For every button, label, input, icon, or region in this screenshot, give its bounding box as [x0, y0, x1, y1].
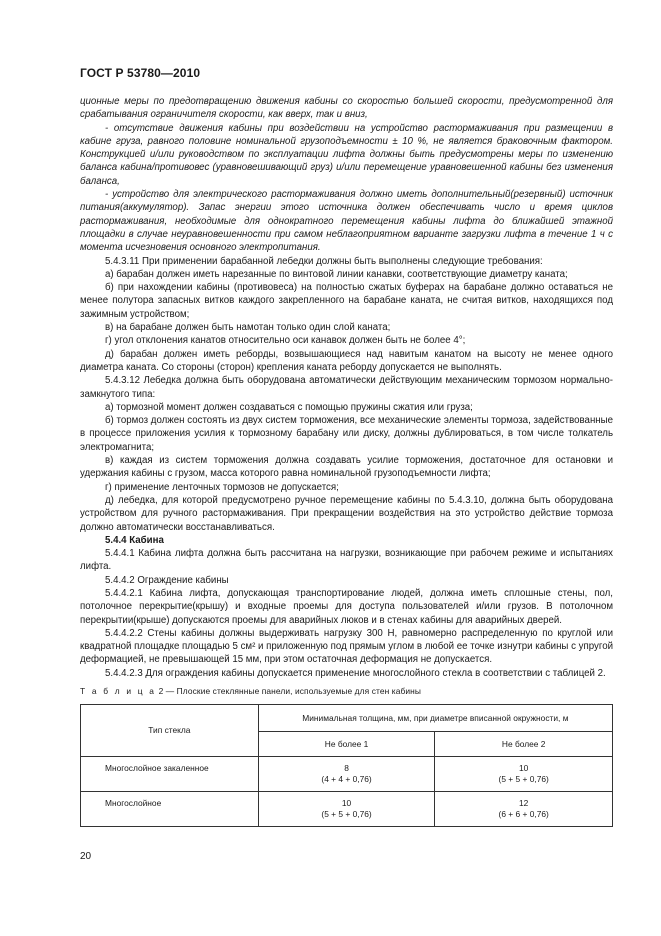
cell-value: 12 — [519, 798, 529, 809]
list-item: в) каждая из систем торможения должна создавать усилие торможения, достаточное для остановки и удержания кабины с грузом, масса которого равна номинальной грузоподъемности лифта; — [80, 455, 613, 480]
table-caption — [80, 685, 613, 698]
list-item: а) тормозной момент должен создаваться с помощью пружины сжатия или груза; — [105, 401, 473, 413]
list-item: б) при нахождении кабины (противовеса) на полностью сжатых буферах на барабане должно оставаться не менее полутора запасных витков каждого закрепленного на барабане каната, не считая витков, находящихся под зажимным устройством; — [80, 282, 613, 320]
cell-value: 8 — [344, 763, 349, 774]
row-cell — [435, 792, 613, 827]
row-cell — [258, 792, 435, 827]
clause-5-4-4-2-1: 5.4.4.2.1 Кабина лифта, допускающая транспортирование людей, должна иметь сплошные стены, пол, потолочное перекрытие(крышу) и входные проемы для доступа пользователей и/или грузов. В потолочном перекрытии(крыше) допускаются проемы для аварийных люков и в стенах кабины для аварийных дверей. — [80, 587, 613, 626]
header-min-thickness: Минимальная толщина, мм, при диаметре вписанной окружности, м — [258, 705, 612, 732]
paragraph: - отсутствие движения кабины при воздействии на устройство растормаживания при размещении в кабине груза, равного половине номинальной грузоподъемности ± 10 %, не является браковочным фактором. Конструкцией и/или руководством по эксплуатации лифта должны быть предусмотрены меры по изменению баланса кабина/противовес (уравновешивающий груз) и/или перемещение уравновешенной кабины без изменения баланса, — [80, 122, 613, 187]
clause-5-4-4-2: 5.4.4.2 Ограждение кабины — [105, 574, 229, 586]
clause-5-4-4-2-2: 5.4.4.2.2 Стены кабины должны выдерживать нагрузку 300 Н, равномерно распределенную по круглой или квадратной площадке площадью 5 см² и приложенную под прямым углом в любой ее точке изнутри кабины с упругой деформацией, не превышающей 15 мм, при этом остаточная деформация не допускается. — [80, 627, 613, 666]
list-item: а) барабан должен иметь нарезанные по винтовой линии канавки, соответствующие диаметру каната; — [105, 268, 568, 280]
header-not-more-1: Не более 1 — [258, 732, 435, 757]
clause-5-4-3-11: 5.4.3.11 При применении барабанной лебедки должны быть выполнены следующие требования: — [105, 255, 543, 267]
row-cell — [258, 757, 435, 792]
list-item: в) на барабане должен быть намотан только один слой каната; — [105, 322, 391, 334]
list-item: б) тормоз должен состоять из двух систем торможения, все механические элементы тормоза, задействованные в процессе приложения усилия к тормозному барабану или диску, должны дублироваться, в том числе толкатель электромагнита; — [80, 415, 613, 453]
cell-value: 10 — [341, 798, 352, 809]
list-item: г) угол отклонения канатов относительно оси канавок должен быть не более 4°; — [105, 335, 466, 347]
document-body — [80, 95, 613, 827]
table-header-row — [81, 705, 613, 732]
section-heading-5-4-4: 5.4.4 Кабина — [105, 534, 164, 546]
document-code-header: ГОСТ Р 53780—2010 — [80, 66, 201, 80]
row-cell — [435, 757, 613, 792]
table-row — [81, 757, 613, 792]
row-glass-type: Многослойное — [81, 792, 259, 827]
list-item: д) барабан должен иметь реборды, возвышающиеся над навитым канатом на высоту не менее одного диаметра каната. Со стороны (сторон) крепления каната реборду допускается не выполнять. — [80, 348, 613, 373]
cell-formula: (5 + 5 + 0,76) — [321, 809, 372, 820]
page-number: 20 — [80, 851, 92, 862]
cell-formula: (5 + 5 + 0,76) — [498, 774, 549, 785]
table-row — [81, 792, 613, 827]
header-glass-type: Тип стекла — [81, 705, 259, 757]
header-not-more-2: Не более 2 — [435, 732, 613, 757]
paragraph: ционные меры по предотвращению движения кабины со скоростью большей скорости, предусмотренной для срабатывания ограничителя скорости, как вверх, так и вниз, — [80, 96, 613, 121]
list-item: г) применение ленточных тормозов не допускается; — [105, 481, 339, 493]
cell-formula: (6 + 6 + 0,76) — [498, 809, 549, 820]
table-caption-label: Т а б л и ц а — [80, 686, 157, 697]
cell-formula: (4 + 4 + 0,76) — [321, 774, 372, 785]
table-caption-text: 2 — Плоские стеклянные панели, используемые для стен кабины — [158, 686, 421, 697]
list-item: д) лебедка, для которой предусмотрено ручное перемещение кабины по 5.4.3.10, должна быть оборудована устройством для ручного растормаживания. При прекращении воздействия на это устройство действие тормоза должно автоматически восстанавливаться. — [80, 494, 613, 533]
clause-5-4-4-2-3: 5.4.4.2.3 Для ограждения кабины допускается применение многослойного стекла в соответствии с таблицей 2. — [105, 667, 606, 679]
paragraph: - устройство для электрического растормаживания должно иметь дополнительный(резервный) источник питания(аккумулятор). Запас энергии этого источника должен обеспечивать число и время циклов растормаживания, необходимые для однократного перемещения кабины лифта до ближайшей этажной площадки в случае неуравновешенности при самом неблагоприятном варианте загрузки лифта в течение 1 ч с момента исчезновения основного электропитания. — [80, 189, 613, 254]
glass-panel-table — [80, 704, 613, 827]
row-glass-type: Многослойное закаленное — [81, 757, 259, 792]
cell-value: 10 — [519, 763, 529, 774]
clause-5-4-3-12: 5.4.3.12 Лебедка должна быть оборудована автоматически действующим механическим тормозом нормально-замкнутого типа: — [80, 375, 613, 400]
clause-5-4-4-1: 5.4.4.1 Кабина лифта должна быть рассчитана на нагрузки, возникающие при рабочем режиме и испытаниях лифта. — [80, 548, 613, 573]
